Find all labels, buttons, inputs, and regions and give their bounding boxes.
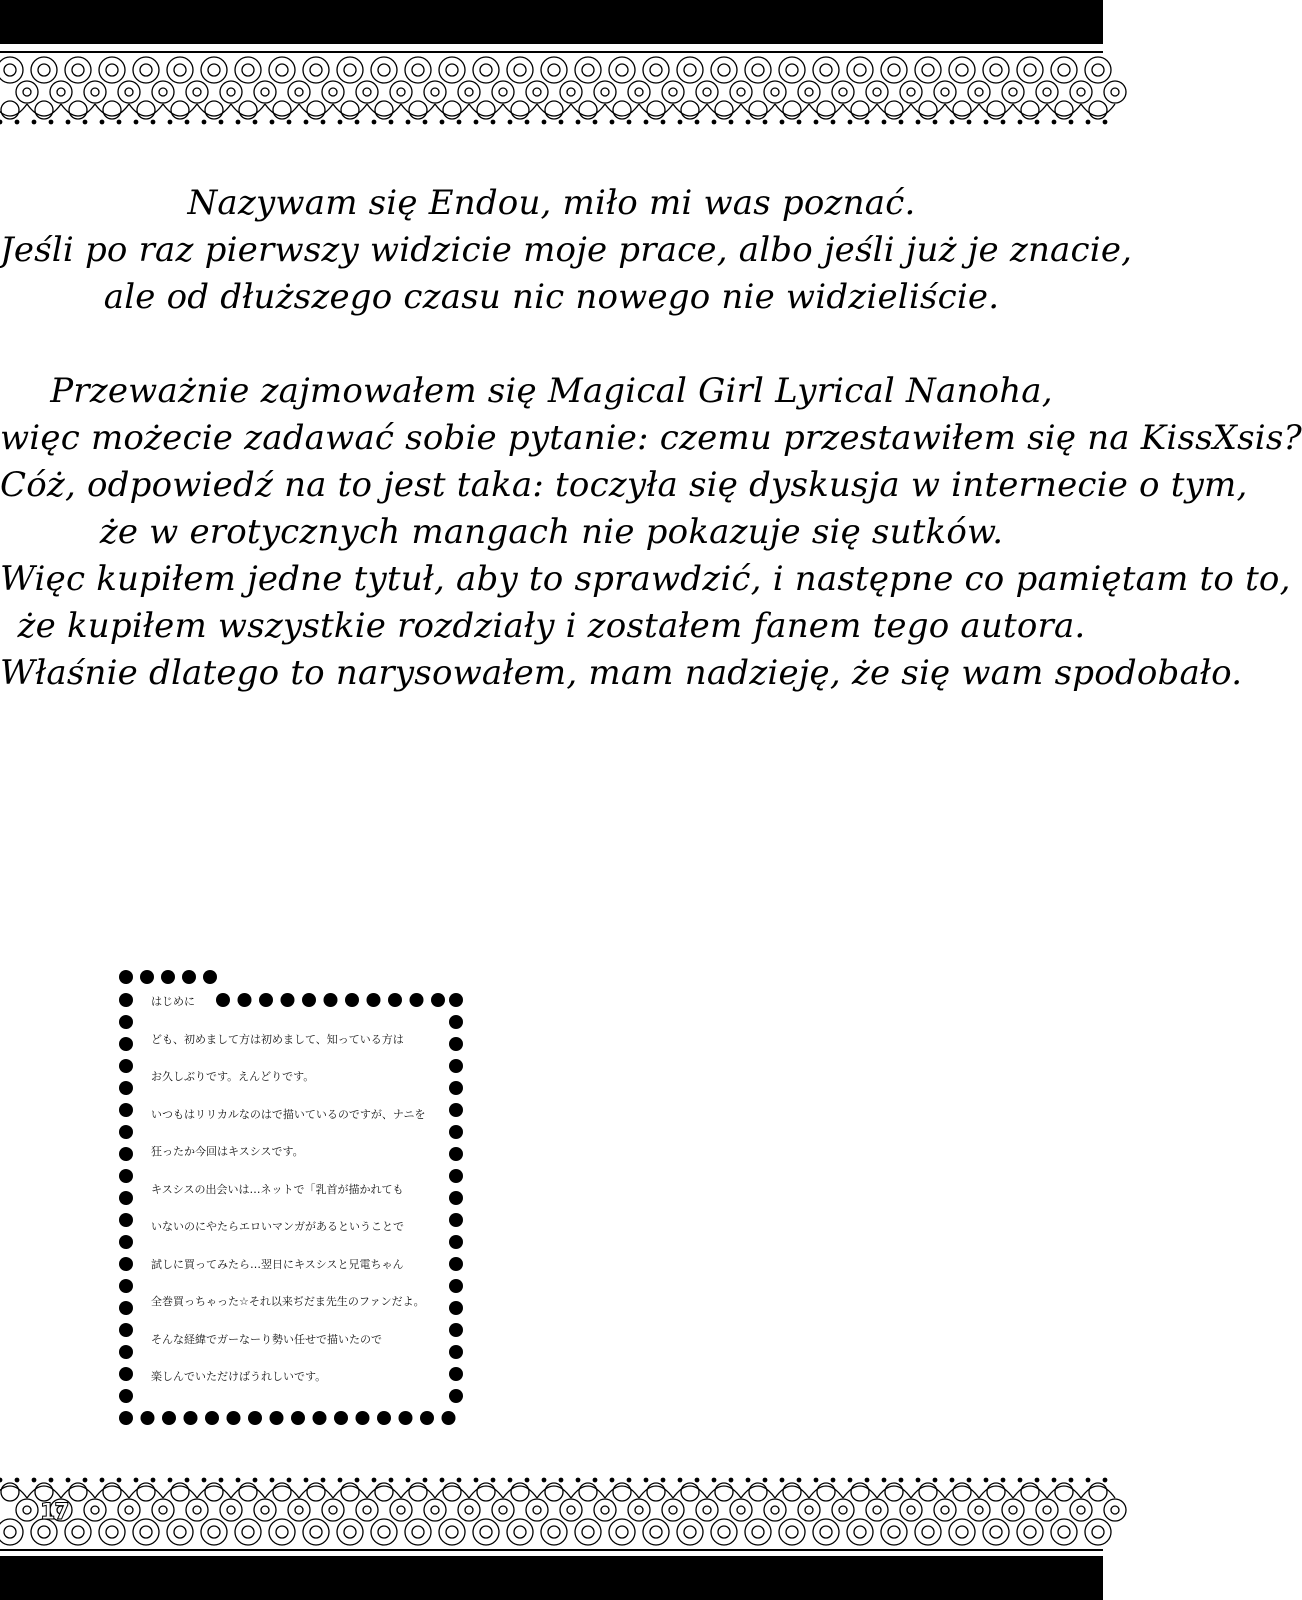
afterword-line: Przeważnie zajmowałem się Magical Girl Lyrical Nanoha,: [50, 371, 1053, 411]
afterword-line: Jeśli po raz pierwszy widzicie moje prace, albo jeśli już je znacie,: [0, 230, 1133, 270]
japanese-note-box: [113, 966, 475, 1432]
note-title: はじめに: [151, 995, 195, 1008]
afterword-line: więc możecie zadawać sobie pytanie: czemu przestawiłem się na KissXsis?: [0, 418, 1302, 458]
note-line: 楽しんでいただけばうれしいです。: [151, 1370, 327, 1383]
afterword-line: Nazywam się Endou, miło mi was poznać.: [187, 183, 916, 223]
note-line: 全巻買っちゃった☆それ以来ぢだま先生のファンだよ。: [151, 1295, 425, 1308]
note-line: いつもはリリカルなのはで描いているのですが、ナニを: [151, 1107, 426, 1121]
note-line: キスシスの出会いは…ネットで「乳首が描かれても: [151, 1182, 404, 1196]
bottom-black-band: [0, 1556, 1103, 1600]
note-line: 試しに買ってみたら…翌日にキスシスと兄電ちゃん: [151, 1257, 404, 1271]
note-line: ども、初めまして方は初めまして、知っている方は: [151, 1032, 404, 1046]
note-line: 狂ったか今回はキスシスです。: [151, 1145, 304, 1158]
afterword-polish: [0, 180, 1302, 697]
note-line: お久しぶりです。えんどりです。: [151, 1070, 315, 1083]
lace-border-top: [0, 44, 1103, 126]
afterword-line: że kupiłem wszystkie rozdziały i zostałem fanem tego autora.: [17, 606, 1086, 646]
page-number: 17: [40, 1500, 69, 1525]
afterword-line: Więc kupiłem jedne tytuł, aby to sprawdzić, i następne co pamiętam to to,: [0, 559, 1291, 599]
top-black-band: [0, 0, 1103, 44]
japanese-note-text: [151, 992, 451, 1405]
lace-border-bottom: [0, 1466, 1103, 1558]
afterword-line: Właśnie dlatego to narysowałem, mam nadzieję, że się wam spodobało.: [0, 653, 1243, 693]
note-line: いないのにやたらエロいマンガがあるということで: [151, 1220, 404, 1233]
note-line: そんな経緯でガーなーり勢い任せで描いたので: [151, 1332, 382, 1346]
afterword-line: ale od dłuższego czasu nic nowego nie widzieliście.: [103, 277, 1000, 317]
afterword-line: że w erotycznych mangach nie pokazuje się sutków.: [99, 512, 1004, 552]
afterword-line: Cóż, odpowiedź na to jest taka: toczyła się dyskusja w internecie o tym,: [0, 465, 1248, 505]
